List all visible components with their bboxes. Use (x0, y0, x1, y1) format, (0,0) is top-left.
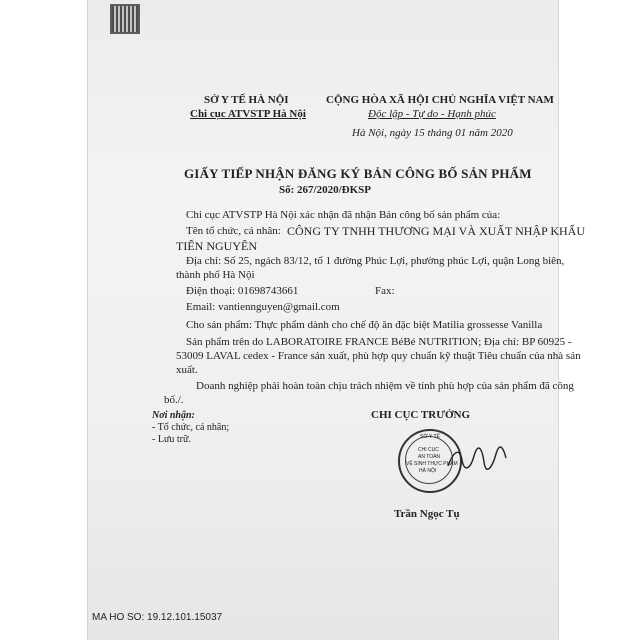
recipient-item: - Lưu trữ. (152, 434, 191, 445)
national-motto: Độc lập - Tự do - Hạnh phúc (368, 108, 496, 120)
address-line2: thành phố Hà Nội (176, 269, 255, 281)
national-title: CỘNG HÒA XÃ HỘI CHỦ NGHĨA VIỆT NAM (326, 94, 554, 106)
signer-name: Trần Ngọc Tụ (394, 508, 460, 520)
address-line1: Địa chỉ: Số 25, ngách 83/12, tổ 1 đường Phúc Lợi, phường phúc Lợi, quận Long biên, (186, 255, 565, 267)
document-title: GIẤY TIẾP NHẬN ĐĂNG KÝ BẢN CÔNG BỐ SẢN PHẨM (184, 166, 532, 181)
stamp-text: VỆ SINH THỰC PHẨM (406, 461, 458, 467)
issue-date: Hà Nội, ngày 15 tháng 01 năm 2020 (352, 127, 513, 139)
stamp-text: CHI CỤC (418, 447, 439, 453)
org-name-line1: CÔNG TY TNHH THƯƠNG MẠI VÀ XUẤT NHẬP KHẨU (287, 224, 585, 238)
origin-line3: xuất. (176, 364, 198, 376)
qr-code (112, 6, 138, 32)
product-line: Cho sản phẩm: Thực phẩm dành cho chế độ ăn đặc biệt Matilia grossesse Vanilla (186, 319, 543, 331)
signer-role: CHI CỤC TRƯỞNG (371, 409, 471, 421)
department-name: Chi cục ATVSTP Hà Nội (190, 108, 306, 120)
file-code: MA HO SO: 19.12.101.15037 (92, 612, 223, 623)
stamp-text: HÀ NỘI (419, 468, 437, 474)
agency-name: SỞ Y TẾ HÀ NỘI (204, 94, 289, 106)
recipients-label: Nơi nhận: (152, 410, 195, 421)
stamp-ring-text: SỞ Y TẾ (420, 434, 440, 440)
recipient-item: - Tổ chức, cá nhân; (152, 422, 230, 433)
phone: Điện thoại: 01698743661 (186, 285, 299, 297)
responsibility-line2: bố./. (164, 394, 184, 406)
email: Email: vantiennguyen@gmail.com (186, 301, 340, 313)
origin-line1: Sản phẩm trên do LABORATOIRE FRANCE BéBé NUTRITION; Địa chỉ: BP 60925 - (186, 336, 572, 348)
org-name-line2: TIẾN NGUYÊN (176, 239, 257, 253)
signature (446, 444, 508, 474)
origin-line2: 53009 LAVAL cedex - France sản xuất, phù hợp quy chuẩn kỹ thuật Tiêu chuẩn của nhà sản (176, 350, 581, 362)
responsibility-line1: Doanh nghiệp phải hoàn toàn chịu trách nhiệm về tính phù hợp của sản phẩm đã công (196, 380, 574, 392)
intro-text: Chi cục ATVSTP Hà Nội xác nhận đã nhận Bản công bố sản phẩm của: (186, 209, 501, 221)
document-number: Số: 267/2020/ĐKSP (279, 184, 371, 196)
fax: Fax: (375, 285, 395, 297)
org-label: Tên tổ chức, cá nhân: (186, 225, 281, 237)
stamp-text: AN TOÀN (418, 454, 441, 460)
